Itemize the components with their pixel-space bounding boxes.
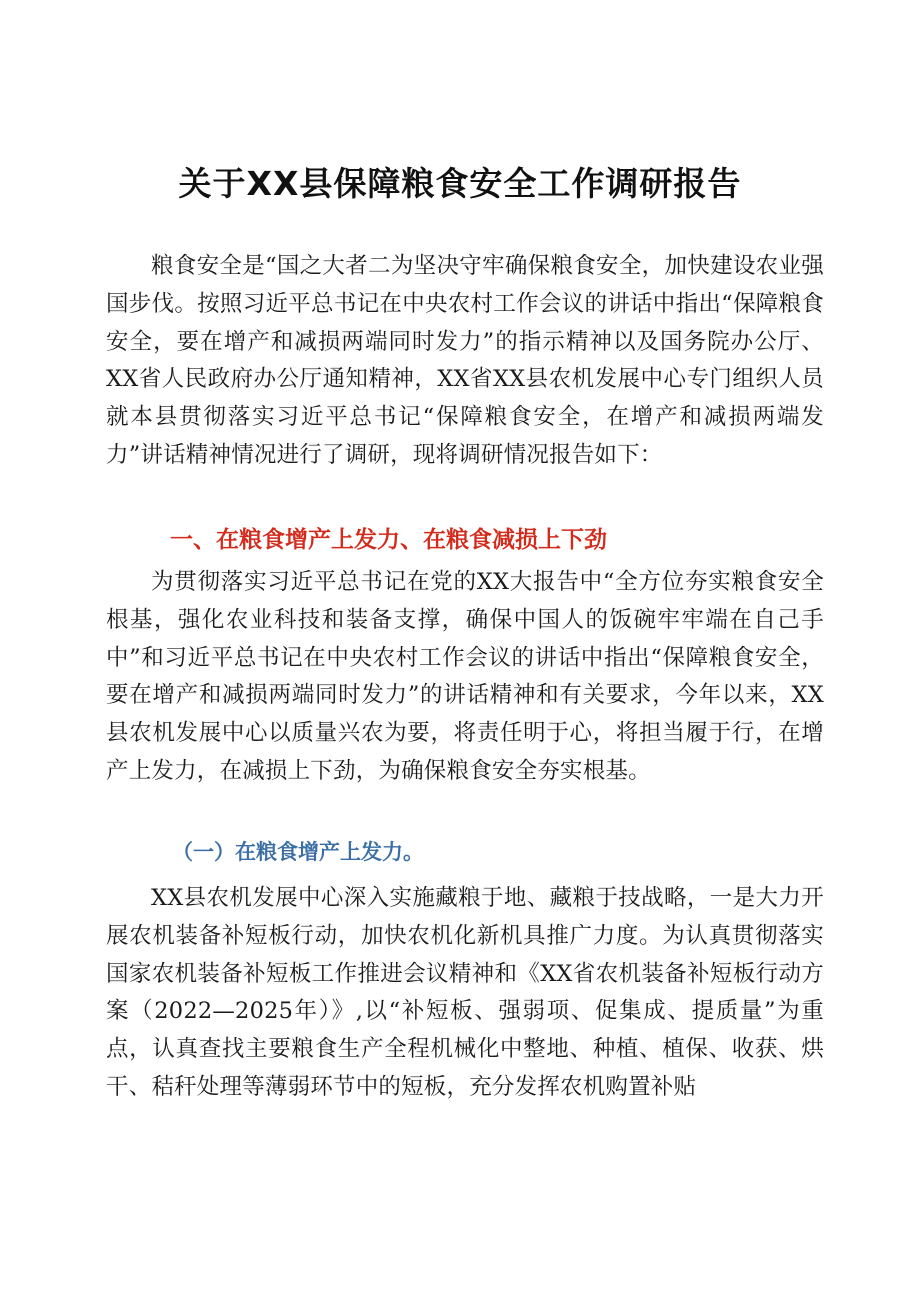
subsection-1-heading: （一）在粮食增产上发力。 — [172, 839, 424, 864]
intro-paragraph: 粮食安全是“国之大者二为坚决守牢确保粮食安全，加快建设农业强国步伐。按照习近平总书记在中央农村工作会议的讲话中指出“保障粮食安全，要在增产和减损两端同时发力”的指示精神以及国务院办公厅、XX省人民政府办公厅通知精神，XX省XX县农机发展中心专门组织人员就本县贯彻落实习近平总书记“保障粮食安全，在增产和减损两端发力”讲话精神情况进行了调研，现将调研情况报告如下： — [106, 253, 824, 468]
subsection-1-paragraph: XX县农机发展中心深入实施藏粮于地、藏粮于技战略，一是大力开展农机装备补短板行动，加快农机化新机具推广力度。为认真贯彻落实国家农机装备补短板工作推进会议精神和《XX省农机装备补短板行动方案（2022—2025年）》,以“补短板、强弱项、促集成、提质量”为重点，认真查找主要粮食生产全程机械化中整地、种植、植保、收获、烘干、秸秆处理等薄弱环节中的短板，充分发挥农机购置补贴 — [106, 885, 824, 1100]
document-title: 关于XX县保障粮食安全工作调研报告 — [178, 164, 742, 203]
section-1-heading: 一、在粮食增产上发力、在粮食减损上下劲 — [170, 527, 607, 553]
section-1-paragraph: 为贯彻落实习近平总书记在党的XX大报告中“全方位夯实粮食安全根基，强化农业科技和装备支撑，确保中国人的饭碗牢牢端在自己手中”和习近平总书记在中央农村工作会议的讲话中指出“保障粮食安全，要在增产和减损两端同时发力”的讲话精神和有关要求，今年以来，XX县农机发展中心以质量兴农为要，将责任明于心，将担当履于行，在增产上发力，在减损上下劲，为确保粮食安全夯实根基。 — [106, 569, 824, 784]
